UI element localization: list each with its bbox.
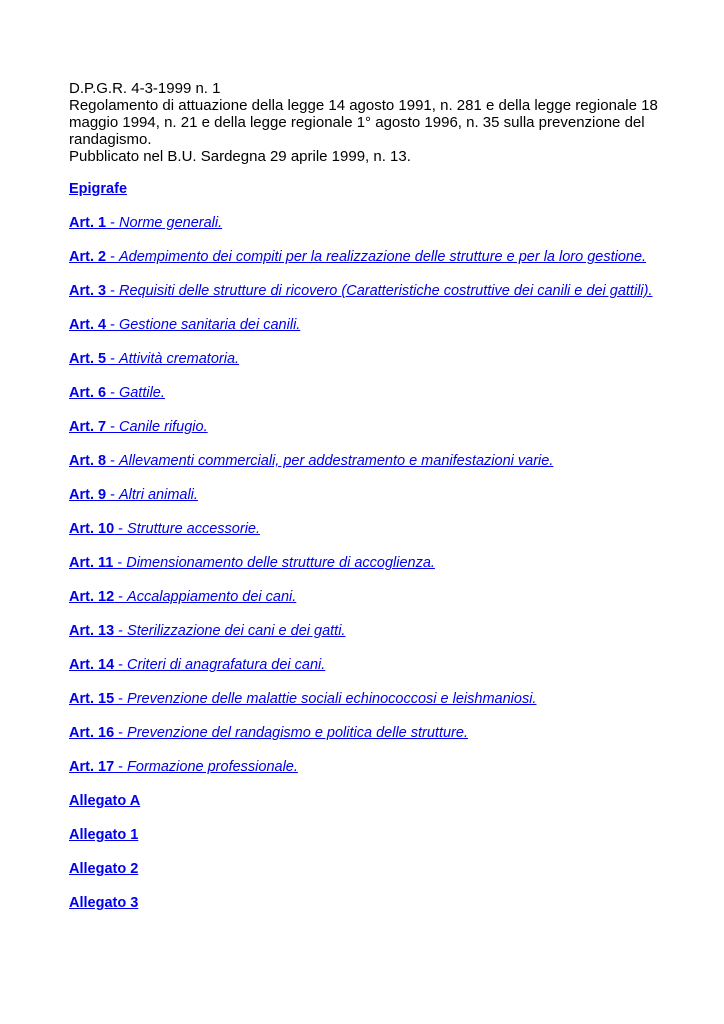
article-separator: - xyxy=(106,419,119,435)
article-link[interactable] xyxy=(69,521,260,537)
article-title: Accalappiamento dei cani. xyxy=(127,589,297,605)
article-title: Criteri di anagrafatura dei cani. xyxy=(127,657,326,673)
toc-item-article xyxy=(69,385,659,402)
article-number: Art. 11 xyxy=(69,555,114,571)
epigrafe-link[interactable]: Epigrafe xyxy=(69,181,128,197)
toc-item-allegato xyxy=(69,895,659,912)
article-number: Art. 17 xyxy=(69,759,115,775)
article-separator: - xyxy=(114,589,128,605)
toc-item-article xyxy=(69,657,659,674)
article-number: Art. 15 xyxy=(69,691,115,707)
toc-item-article xyxy=(69,419,659,436)
article-number: Art. 6 xyxy=(69,385,107,401)
article-separator: - xyxy=(106,453,119,469)
article-title: Attività crematoria. xyxy=(118,351,240,367)
article-title: Canile rifugio. xyxy=(118,419,208,435)
article-separator: - xyxy=(114,657,128,673)
toc-item-allegato xyxy=(69,827,659,844)
toc-item-article xyxy=(69,283,659,300)
table-of-contents xyxy=(69,181,659,912)
article-title: Allevamenti commerciali, per addestramento e manifestazioni varie. xyxy=(118,453,554,469)
article-link[interactable] xyxy=(69,283,652,299)
article-separator: - xyxy=(106,317,119,333)
article-link[interactable] xyxy=(69,589,296,605)
toc-item-article xyxy=(69,759,659,776)
article-link[interactable] xyxy=(69,453,553,469)
article-link[interactable] xyxy=(69,385,165,401)
article-separator: - xyxy=(114,623,128,639)
allegato-link[interactable]: Allegato A xyxy=(69,793,141,809)
article-link[interactable] xyxy=(69,249,646,265)
article-title: Altri animali. xyxy=(118,487,198,503)
article-number: Art. 3 xyxy=(69,283,107,299)
article-separator: - xyxy=(106,215,119,231)
article-separator: - xyxy=(113,555,127,571)
toc-item-article xyxy=(69,317,659,334)
toc-item-article xyxy=(69,725,659,742)
publication-note: Pubblicato nel B.U. Sardegna 29 aprile 1999, n. 13. xyxy=(69,148,411,165)
article-title: Sterilizzazione dei cani e dei gatti. xyxy=(127,623,346,639)
article-number: Art. 4 xyxy=(69,317,107,333)
article-separator: - xyxy=(106,385,119,401)
allegato-link[interactable]: Allegato 3 xyxy=(69,895,139,911)
toc-item-allegato xyxy=(69,793,659,810)
article-link[interactable] xyxy=(69,351,239,367)
article-separator: - xyxy=(114,521,128,537)
document-page xyxy=(69,80,659,929)
toc-item-article xyxy=(69,487,659,504)
article-separator: - xyxy=(106,283,119,299)
toc-item-article xyxy=(69,691,659,708)
allegato-link[interactable]: Allegato 2 xyxy=(69,861,139,877)
article-number: Art. 9 xyxy=(69,487,107,503)
article-title: Prevenzione delle malattie sociali echinococcosi e leishmaniosi. xyxy=(127,691,537,707)
article-link[interactable] xyxy=(69,419,208,435)
toc-item-allegato xyxy=(69,861,659,878)
article-title: Formazione professionale. xyxy=(127,759,298,775)
article-link[interactable] xyxy=(69,215,222,231)
article-number: Art. 12 xyxy=(69,589,115,605)
article-title: Gestione sanitaria dei canili. xyxy=(118,317,301,333)
article-link[interactable] xyxy=(69,487,198,503)
article-link[interactable] xyxy=(69,725,468,741)
decree-title: Regolamento di attuazione della legge 14 agosto 1991, n. 281 e della legge regionale 18 maggio 1994, n. 21 e della legge regionale 1° agosto 1996, n. 35 sulla prevenzione del randagismo. xyxy=(69,97,658,148)
toc-item-article xyxy=(69,555,659,572)
article-title: Norme generali. xyxy=(118,215,223,231)
article-number: Art. 13 xyxy=(69,623,115,639)
decree-reference: D.P.G.R. 4-3-1999 n. 1 xyxy=(69,80,221,97)
allegato-link[interactable]: Allegato 1 xyxy=(69,827,139,843)
article-link[interactable] xyxy=(69,691,536,707)
toc-item-article xyxy=(69,351,659,368)
article-title: Prevenzione del randagismo e politica delle strutture. xyxy=(127,725,468,741)
article-number: Art. 5 xyxy=(69,351,107,367)
article-separator: - xyxy=(106,487,119,503)
article-title: Gattile. xyxy=(118,385,165,401)
article-number: Art. 1 xyxy=(69,215,107,231)
article-number: Art. 2 xyxy=(69,249,107,265)
article-number: Art. 8 xyxy=(69,453,107,469)
article-number: Art. 16 xyxy=(69,725,115,741)
article-link[interactable] xyxy=(69,623,345,639)
article-number: Art. 7 xyxy=(69,419,107,435)
toc-item-article xyxy=(69,215,659,232)
article-title: Strutture accessorie. xyxy=(127,521,261,537)
article-separator: - xyxy=(114,759,128,775)
article-link[interactable] xyxy=(69,657,325,673)
toc-item-article xyxy=(69,249,659,266)
article-separator: - xyxy=(106,351,119,367)
article-separator: - xyxy=(106,249,119,265)
article-title: Adempimento dei compiti per la realizzazione delle strutture e per la loro gestione. xyxy=(118,249,647,265)
toc-item-article xyxy=(69,623,659,640)
article-link[interactable] xyxy=(69,317,300,333)
toc-item-epigrafe xyxy=(69,181,659,198)
article-title: Dimensionamento delle strutture di accoglienza. xyxy=(126,555,435,571)
document-header xyxy=(69,80,659,165)
article-number: Art. 14 xyxy=(69,657,115,673)
article-link[interactable] xyxy=(69,759,298,775)
toc-item-article xyxy=(69,453,659,470)
article-separator: - xyxy=(114,725,128,741)
article-link[interactable] xyxy=(69,555,435,571)
article-number: Art. 10 xyxy=(69,521,115,537)
toc-item-article xyxy=(69,521,659,538)
article-title: Requisiti delle strutture di ricovero (Caratteristiche costruttive dei canili e dei gattili). xyxy=(118,283,653,299)
article-separator: - xyxy=(114,691,128,707)
toc-item-article xyxy=(69,589,659,606)
